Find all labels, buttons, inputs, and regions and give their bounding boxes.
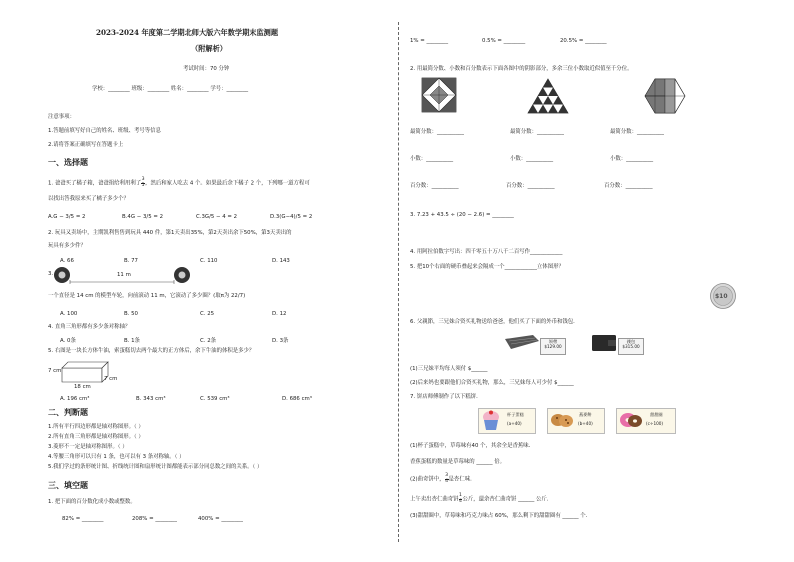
notice-heading: 注意事项：	[48, 114, 75, 120]
option-c[interactable]: C. 2条	[200, 338, 217, 344]
triangle-grid-figure	[528, 79, 568, 113]
wallet-price-tag	[618, 338, 644, 355]
judge-item: 5.我们学过的条形统计图、折线统计图和扇形统计图都能表示部分同总数之间的关系。（ ）	[48, 464, 263, 470]
question-7-part-1: (1)杯子蛋糕中，草莓味有40 个，其余全是香蕉味．	[410, 443, 535, 449]
cupcake-icon	[481, 410, 501, 430]
option-d[interactable]: D.3(G−4)/5 = 2	[270, 214, 313, 220]
question-text: 箱，爸爸捐给利用利了	[87, 180, 142, 187]
donut-name: 甜甜圈	[650, 412, 663, 417]
fraction: $\frac{3}{4}$	[445, 473, 449, 484]
question-text: 是杏仁味．	[448, 476, 476, 483]
fraction-answer[interactable]: 最简分数：__________	[410, 129, 464, 135]
judge-item: 1.所有平行四边形都是轴对称图形。（ ）	[48, 424, 144, 430]
decimal-answer[interactable]: 小数：__________	[510, 156, 554, 162]
option-d[interactable]: D. 3条	[272, 338, 289, 344]
cookie-name: 燕麥餅	[579, 412, 592, 417]
question-2: 2. 玩具又卖场中，主期凯利售售到玩具 440 件，第1天卖出35%，第2天卖出余下50%，第3天卖出的	[48, 230, 292, 236]
percent-answer[interactable]: 百分数：__________	[506, 183, 555, 189]
option-a[interactable]: A. 100	[60, 311, 78, 317]
option-b[interactable]: B.4G − 3/5 = 2	[122, 214, 164, 220]
option-b[interactable]: B. 1条	[124, 338, 140, 344]
tie-price-tag	[540, 338, 566, 355]
option-a[interactable]: A. 0条	[60, 338, 76, 344]
question-7-part-2	[410, 474, 476, 484]
option-a[interactable]: A. 196 cm³	[60, 396, 90, 402]
distance-label: 11 m	[117, 272, 131, 278]
question-text: 公斤，還余杏仁曲奇饼 ______ 公斤．	[462, 496, 553, 503]
section-heading-fill: 三、填空题	[48, 481, 88, 490]
question-3: 一个直径是 14 cm 的模型车轮，向前滚动 11 m，它滚动了多少圈？(取π为 22/7)	[48, 293, 246, 299]
cookie-icon	[550, 412, 574, 428]
option-d[interactable]: D. 12	[272, 311, 287, 317]
notice-item: 2.请将答案正确填写在答题卡上	[48, 142, 124, 148]
page-title: 2023-2024 年度第二学期北师大版六年数学期末监测题	[96, 28, 279, 37]
option-d[interactable]: D. 686 cm³	[282, 396, 312, 402]
question-6-part-2: (2)后来妈也要跟他们合资买礼物，那么，三兄妹每人可少付 $______	[410, 380, 574, 386]
section-heading-choice: 一、选择题	[48, 158, 88, 167]
question-7-part-3: (3)甜甜圈中，草莓味和巧克力味占 60%，那么剩下的甜甜圈有 ______ 个．	[410, 513, 592, 519]
option-b[interactable]: B. 50	[124, 311, 138, 317]
option-c[interactable]: C.3G/5 − 4 = 2	[196, 214, 238, 220]
option-b[interactable]: B. 77	[124, 258, 138, 264]
dimension-label: 7 cm	[104, 376, 118, 382]
option-b[interactable]: B. 343 cm³	[136, 396, 166, 402]
question-4: 4. 直角三角形都有多少条对称轴？	[48, 324, 131, 330]
wallet-icon	[592, 335, 616, 351]
question-text: 以找出答我原来买了橘子多少个？	[48, 196, 129, 202]
fill-question-7: 7. 饼店师傅制作了以下糕饼．	[410, 394, 482, 400]
option-c[interactable]: C. 25	[200, 311, 215, 317]
fraction-answer[interactable]: 最简分数：__________	[510, 129, 564, 135]
fraction-answer[interactable]: 最简分数：__________	[610, 129, 664, 135]
question-6-part-1: (1)三兄妹平均每人须付 $______	[410, 366, 488, 372]
fill-blank[interactable]: 400% = ________	[198, 516, 243, 522]
wallet-price-label: 錢包	[626, 339, 636, 344]
coin-label: $10	[715, 293, 728, 300]
option-c[interactable]: C. 539 cm³	[200, 396, 230, 402]
option-c[interactable]: C. 110	[200, 258, 218, 264]
question-1	[48, 178, 310, 188]
cupcake-count: (a÷40)	[507, 421, 522, 426]
page-subtitle: （附解析）	[191, 44, 227, 53]
question-text: 1. 爸爸买了橘子	[48, 180, 88, 187]
wallet-price: $315.00	[622, 344, 640, 350]
fill-question-5: 5. 把10个右面的硬币叠起来会隔成一个____________立体图形？	[410, 264, 564, 270]
dimension-label: 7 cm	[48, 368, 62, 374]
percent-answer[interactable]: 百分数：__________	[410, 183, 459, 189]
section-heading-judge: 二、判断题	[48, 408, 88, 417]
decimal-answer[interactable]: 小数：__________	[610, 156, 654, 162]
dimension-label: 18 cm	[74, 384, 91, 390]
student-info-line: 学校：________ 班级：________ 姓名：________ 学号：________	[92, 86, 249, 92]
cookie-count: (b÷40)	[578, 421, 593, 426]
tie-price: $129.00	[544, 344, 562, 350]
fill-question-4: 4. 用阿拉伯数字写出：四千零五十万八千二百写作____________	[410, 249, 563, 255]
question-5: 5. 右图是一块长方体牛油，索蛋糕切去两个最大的正方体后，余下牛油的体积是多少？	[48, 348, 255, 354]
question-7-part-2b	[410, 494, 552, 504]
option-a[interactable]: A. 66	[60, 258, 74, 264]
fill-blank[interactable]: 208% = ________	[132, 516, 177, 522]
tie-icon	[505, 335, 539, 349]
fraction: $\frac{1}{4}$	[459, 493, 462, 504]
judge-item: 4.等腰三角形可以只有 1 条，也可以有 3 条对称轴。（ ）	[48, 454, 185, 460]
square-diamond-figure	[422, 78, 456, 112]
judge-item: 2.所有直角三角形都是轴对称图形。（ ）	[48, 434, 144, 440]
question-text: 玩具有多少件？	[48, 243, 86, 249]
percent-answer[interactable]: 百分数：__________	[604, 183, 653, 189]
question-text: 上午卖出杏仁曲奇饼	[410, 496, 459, 503]
question-3-number: 3.	[48, 271, 54, 277]
decimal-answer[interactable]: 小数：__________	[410, 156, 454, 162]
exam-time: 考试时间：70 分钟	[183, 66, 230, 72]
fill-question-2: 2. 用最简分数、小数和百分数表示下面各图中的阴影部分，多余三位小数取近似值至千分位。	[410, 66, 633, 72]
question-text: ，然后和家人吃去 4 个。如果最后余下橘子 2 个，下列哪一道方程可	[145, 180, 310, 187]
judge-item: 3.菱形不一定是轴对称图形。（ ）	[48, 444, 128, 450]
fill-blank[interactable]: 82% = ________	[62, 516, 104, 522]
cupcake-name: 杯子蛋糕	[507, 412, 524, 417]
notice-item: 1.答题前填写好自己的姓名、班级、考号等信息	[48, 128, 161, 134]
fill-question-6: 6. 父親節，三兄妹合资买礼物送给爸爸，他们买了下面的外币和钱包．	[410, 319, 579, 325]
donut-count: (c÷100)	[646, 421, 664, 426]
tie-price-label: 領帶	[548, 339, 558, 344]
question-7-part-1b: 香蕉蛋糕的数量是草莓味的 ______ 倍。	[410, 459, 506, 465]
hexagon-figure	[645, 79, 685, 113]
question-text: (2)曲奇饼中，	[410, 476, 445, 483]
fill-blank[interactable]: 1% = ________	[410, 38, 449, 44]
donut-icon	[619, 411, 643, 429]
fill-question-3: 3. 7.23 + 43.5 ÷ (20 − 2.6) = ________	[410, 212, 514, 218]
fill-blank[interactable]: 0.5% = ________	[482, 38, 526, 44]
fill-question-1: 1. 把下面的百分数化成小数或整数。	[48, 499, 136, 505]
column-divider	[398, 22, 399, 542]
fill-blank[interactable]: 20.5% = ________	[560, 38, 607, 44]
fraction: $\frac{3}{5}$	[141, 177, 145, 188]
option-d[interactable]: D. 143	[272, 258, 290, 264]
option-a[interactable]: A.G − 3/5 = 2	[48, 214, 86, 220]
